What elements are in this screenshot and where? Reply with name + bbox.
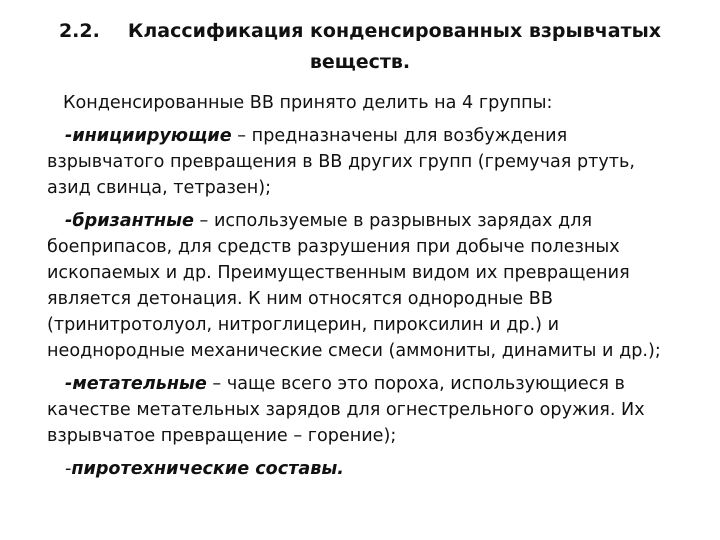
group-prefix: - bbox=[65, 126, 73, 146]
group-prefix: - bbox=[65, 459, 72, 479]
group-term-pyrotechnic: пиротехнические составы. bbox=[71, 459, 344, 479]
group-paragraph-brisant bbox=[47, 208, 683, 364]
slide-body bbox=[47, 90, 683, 489]
group-prefix: - bbox=[65, 374, 73, 394]
group-paragraph-pyrotechnic bbox=[47, 456, 683, 482]
group-description-brisant: – используемые в разрывных зарядах для боеприпасов, для средств разрушения при добыче полезных ископаемых и др. Преимущественным видом их превращения является детонация. К ним относятся однородные ВВ (тринитротолуол, нитроглицерин, пироксилин и др.) и неоднородные механические смеси (аммониты, динамиты и др.); bbox=[47, 211, 661, 361]
group-paragraph-initiating bbox=[47, 123, 683, 201]
intro-paragraph: Конденсированные ВВ принято делить на 4 группы: bbox=[63, 93, 553, 113]
group-description-initiating: – предназначены для возбуждения взрывчатого превращения в ВВ других групп (гремучая ртуть, азид свинца, тетразен); bbox=[47, 126, 635, 198]
group-term-brisant: бризантные bbox=[72, 211, 194, 231]
group-prefix: - bbox=[65, 211, 73, 231]
slide-title bbox=[40, 16, 680, 78]
section-title: Классификация конденсированных взрывчатых веществ. bbox=[127, 20, 662, 73]
group-paragraph-propellant bbox=[47, 371, 683, 449]
section-number: 2.2. bbox=[58, 20, 100, 42]
group-term-propellant: метательные bbox=[72, 374, 207, 394]
group-term-initiating: инициирующие bbox=[72, 126, 232, 146]
group-description-propellant: – чаще всего это пороха, использующиеся в качестве метательных зарядов для огнестрельного оружия. Их взрывчатое превращение – горение); bbox=[47, 374, 645, 446]
